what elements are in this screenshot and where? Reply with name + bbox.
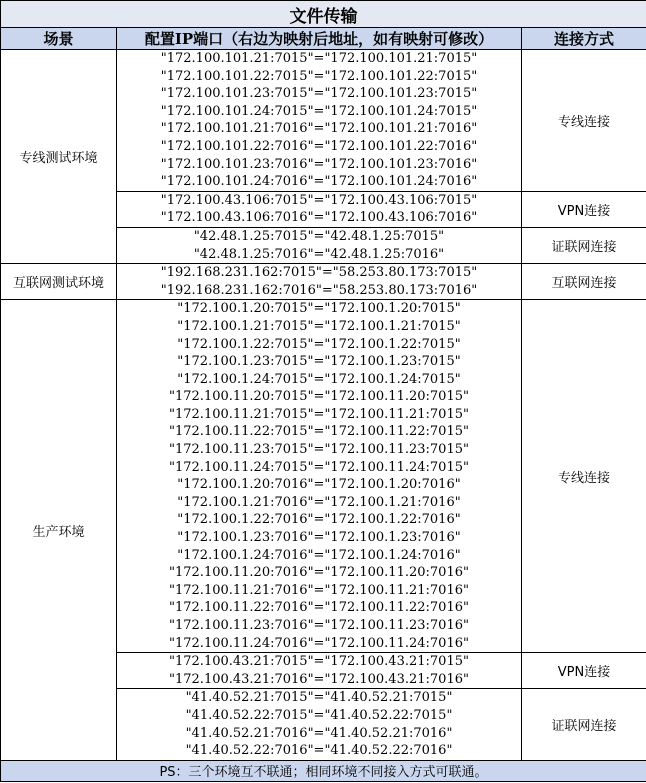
port-mapping-line: "172.100.11.23:7016"="172.100.11.23:7016" <box>169 618 469 633</box>
port-mapping-line: "172.100.101.24:7016"="172.100.101.24:7016" <box>160 174 478 190</box>
port-mapping-line: "172.100.1.21:7016"="172.100.1.21:7016" <box>177 494 461 510</box>
port-mapping-cell <box>117 191 522 227</box>
table-row <box>1 50 646 192</box>
port-mapping-line: "172.100.11.24:7015"="172.100.11.24:7015" <box>169 459 469 475</box>
connection-cell: VPN连接 <box>522 191 646 227</box>
port-mapping-line: "41.40.52.22:7016"="41.40.52.22:7016" <box>185 743 453 759</box>
port-mapping-line: "172.100.43.21:7016"="172.100.43.21:7016" <box>169 671 469 687</box>
port-mapping-line: "41.40.52.21:7015"="41.40.52.21:7015" <box>185 690 453 706</box>
port-mapping-line: "172.100.101.22:7015"="172.100.101.22:7015" <box>160 68 478 84</box>
table-body <box>1 50 646 761</box>
port-mapping-line: "42.48.1.25:7016"="42.48.1.25:7016" <box>193 246 445 262</box>
port-mapping-line: "172.100.101.23:7016"="172.100.101.23:7016" <box>160 156 478 172</box>
port-mapping-line: "172.100.101.21:7016"="172.100.101.21:7016" <box>160 121 478 137</box>
port-mapping-line: "172.100.43.21:7015"="172.100.43.21:7015" <box>169 654 469 670</box>
scene-cell: 生产环境 <box>1 300 117 760</box>
header-scene: 场景 <box>1 28 117 50</box>
port-mapping-line: "41.40.52.22:7015"="41.40.52.22:7015" <box>185 707 453 723</box>
connection-cell: 专线连接 <box>522 50 646 192</box>
port-mapping-line: "42.48.1.25:7015"="42.48.1.25:7015" <box>193 228 445 244</box>
connection-cell: 互联网连接 <box>522 264 646 300</box>
scene-cell: 互联网测试环境 <box>1 264 117 300</box>
port-mapping-line: "172.100.101.21:7015"="172.100.101.21:7015" <box>160 51 478 66</box>
scene-cell: 专线测试环境 <box>1 50 117 264</box>
port-mapping-line: "172.100.1.20:7015"="172.100.1.20:7015" <box>177 301 461 317</box>
port-mapping-line: "172.100.11.20:7016"="172.100.11.20:7016" <box>169 565 469 581</box>
connection-cell: 证联网连接 <box>522 227 646 263</box>
port-mapping-cell <box>117 227 522 263</box>
connection-cell: VPN连接 <box>522 653 646 689</box>
port-mapping-line: "172.100.11.23:7015"="172.100.11.23:7015" <box>169 442 469 458</box>
port-mapping-line: "172.100.1.22:7015"="172.100.1.22:7015" <box>177 336 461 352</box>
port-mapping-line: "172.100.101.22:7016"="172.100.101.22:7016" <box>160 138 478 154</box>
port-mapping-line: "172.100.11.21:7016"="172.100.11.21:7016" <box>169 582 469 598</box>
port-mapping-line: "172.100.1.20:7016"="172.100.1.20:7016" <box>177 477 461 493</box>
port-mapping-line: "172.100.11.22:7016"="172.100.11.22:7016" <box>169 600 469 616</box>
connection-cell: 专线连接 <box>522 300 646 653</box>
port-mapping-line: "172.100.1.22:7016"="172.100.1.22:7016" <box>177 512 461 528</box>
port-mapping-cell <box>117 50 522 192</box>
port-mapping-cell <box>117 264 522 300</box>
port-mapping-line: "172.100.1.24:7016"="172.100.1.24:7016" <box>177 547 461 563</box>
footer-note: PS：三个环境互不联通；相同环境不同接入方式可联通。 <box>1 760 646 781</box>
port-mapping-line: "172.100.1.24:7015"="172.100.1.24:7015" <box>177 371 461 387</box>
port-mapping-line: "172.100.1.21:7015"="172.100.1.21:7015" <box>177 318 461 334</box>
port-mapping-line: "172.100.11.21:7015"="172.100.11.21:7015" <box>169 406 469 422</box>
table-title: 文件传输 <box>1 1 646 28</box>
port-mapping-line: "172.100.1.23:7016"="172.100.1.23:7016" <box>177 530 461 546</box>
port-mapping-line: "172.100.11.20:7015"="172.100.11.20:7015" <box>169 389 469 405</box>
port-mapping-line: "172.100.101.23:7015"="172.100.101.23:7015" <box>160 86 478 102</box>
connection-cell: 证联网连接 <box>522 689 646 760</box>
port-mapping-line: "172.100.11.24:7016"="172.100.11.24:7016" <box>169 635 469 651</box>
table-row <box>1 300 646 653</box>
port-mapping-cell <box>117 653 522 689</box>
port-mapping-line: "192.168.231.162:7015"="58.253.80.173:7015" <box>160 265 478 281</box>
header-config: 配置IP端口（右边为映射后地址，如有映射可修改） <box>117 28 522 50</box>
port-mapping-line: "192.168.231.162:7016"="58.253.80.173:7016" <box>160 282 478 298</box>
port-mapping-line: "41.40.52.21:7016"="41.40.52.21:7016" <box>185 725 453 741</box>
header-connection: 连接方式 <box>522 28 646 50</box>
port-mapping-line: "172.100.11.22:7015"="172.100.11.22:7015" <box>169 424 469 440</box>
port-mapping-cell <box>117 689 522 760</box>
port-mapping-line: "172.100.1.23:7015"="172.100.1.23:7015" <box>177 354 461 370</box>
port-mapping-line: "172.100.43.106:7015"="172.100.43.106:7015" <box>160 192 478 208</box>
port-mapping-line: "172.100.43.106:7016"="172.100.43.106:7016" <box>160 210 478 226</box>
table-row <box>1 264 646 300</box>
port-mapping-line: "172.100.101.24:7015"="172.100.101.24:7015" <box>160 103 478 119</box>
port-mapping-cell <box>117 300 522 653</box>
